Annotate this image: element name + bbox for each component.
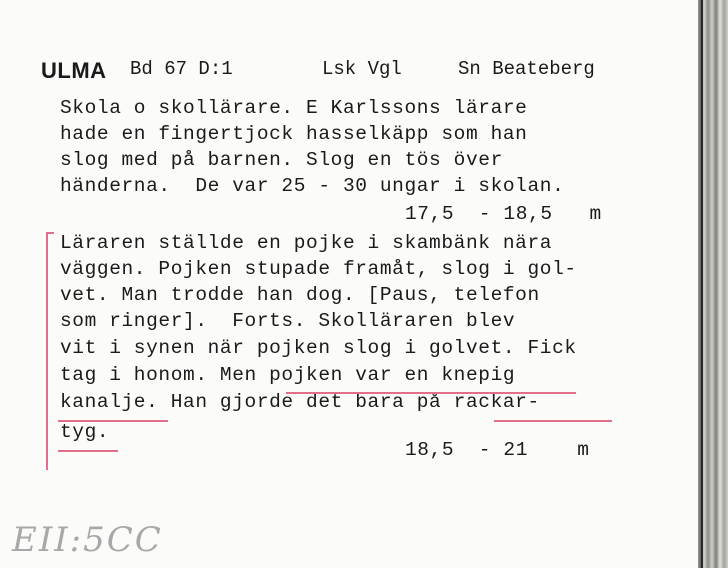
text-line: hade en fingertjock hasselkäpp som han	[60, 123, 528, 145]
text-line: väggen. Pojken stupade framåt, slog i gol-	[60, 258, 577, 280]
text-line: vit i synen när pojken slog i golvet. Fick	[60, 337, 577, 359]
underline-annotation	[58, 450, 118, 452]
text-line: vet. Man trodde han dog. [Paus, telefon	[60, 284, 540, 306]
underline-annotation	[286, 392, 576, 394]
text-line: tyg.	[60, 421, 110, 443]
card-edge-line	[701, 0, 703, 568]
time-range: 17,5 - 18,5 m	[405, 203, 602, 225]
parish-label: Lsk Vgl	[322, 58, 402, 80]
archive-label: ULMA	[41, 58, 107, 83]
time-range: 18,5 - 21 m	[405, 439, 590, 461]
margin-bracket	[46, 232, 54, 470]
text-line: Läraren ställde en pojke i skambänk nära	[60, 232, 553, 254]
underline-annotation	[494, 420, 612, 422]
text-line: tag i honom. Men pojken var en knepig	[60, 364, 516, 386]
text-line: Skola o skollärare. E Karlssons lärare	[60, 97, 528, 119]
text-line: slog med på barnen. Slog en tös över	[60, 149, 503, 171]
text-line: kanalje. Han gjorde det bara på rackar-	[60, 391, 540, 413]
underline-annotation	[58, 420, 168, 422]
volume-label: Bd 67 D:1	[130, 58, 233, 80]
text-line: händerna. De var 25 - 30 ungar i skolan.	[60, 175, 565, 197]
text-line: som ringer]. Forts. Skolläraren blev	[60, 310, 516, 332]
location-label: Sn Beateberg	[458, 58, 595, 80]
archive-code: EII:5CC	[12, 520, 163, 560]
